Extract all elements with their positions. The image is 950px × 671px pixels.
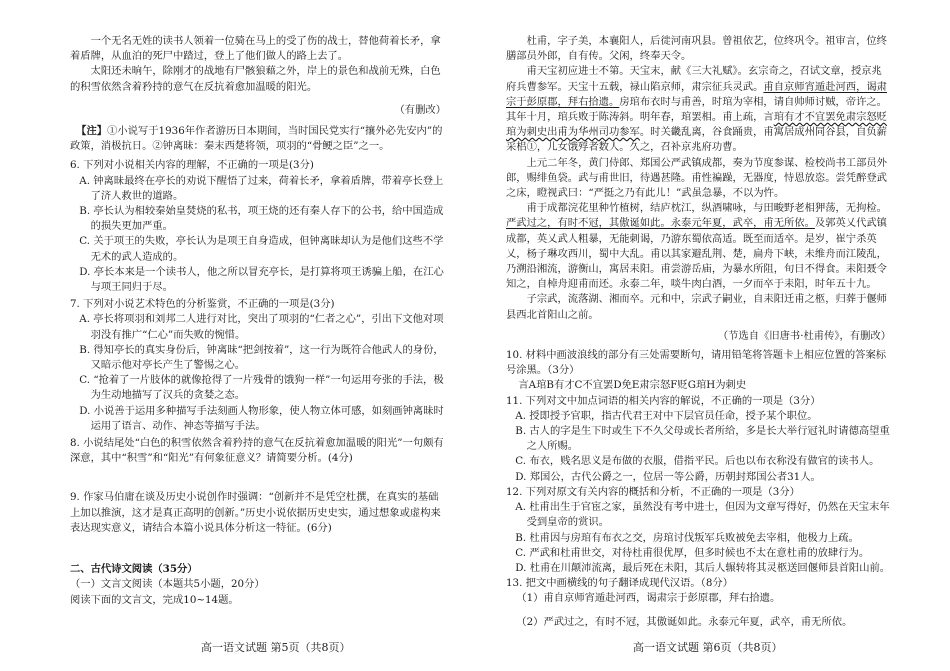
classical-paragraph: 杜甫，字子美，本襄阳人，后徙河南巩县。曾祖依艺，位终巩令。祖审言，位终膳部员外郎，自有传。父闲，终奉天令。	[506, 35, 887, 63]
question-9-stem: 9. 作家马伯庸在谈及历史小说创作时强调：“创新并不是凭空杜撰，在真实的基础上加以推演，这才是真正高明的创新。”历史小说依据历史史实，通过想象或虚构来表达现实意义，请结合本篇小说具体分析这一特征。(6分)	[70, 491, 441, 534]
classical-paragraph	[506, 64, 891, 155]
subsection-title: （一）文言文阅读（本题共5小题，20分）	[70, 578, 265, 591]
passage-text: 及郭英乂代武镇成都，英乂武人粗暴，无能刺谒，乃游东蜀依高适。既至而适卒。是岁，崔宁杀英乂，杨子琳攻西川，蜀中大乱。甫以其家避乱荆、楚，扁舟下峡，未维舟而江陵乱，乃溯沿湘流，游衡山，寓居耒阳。甫尝游岳庙，为暴水所阻，旬日不得食。耒阳聂令知之，自棹舟迎甫而还。永泰二年，啖牛肉白酒，一夕而卒于耒阳，时年五十九。	[506, 217, 887, 291]
question-12-option-a[interactable]: A. 杜甫出生于官宦之家，虽然没有考中进士，但因为文章写得好，仍然在天宝末年受到皇帝的赏识。	[515, 501, 890, 529]
passage-paragraph: 太阳还未晌午，除刚才的战地有尸骸狼藉之外，岸上的景色和战前无殊，白色的积雪依然含着矜持的意气在反抗着愈加温暖的阳光。	[70, 65, 441, 93]
classical-paragraph	[506, 201, 891, 292]
passage-paragraph: 一个无名无姓的读书人领着一位骑在马上的受了伤的战士，替他荷着长矛，拿着盾牌，从血泊的死尸中踏过，登上了他们做人的路上去了。	[70, 35, 441, 63]
question-7-option-d[interactable]: D. 小说善于运用多种描写手法刻画人物形象，使人物立体可感，如刻画钟离昧时运用了语言、动作、神态等描写手法。	[79, 404, 444, 432]
underlined-sentence-1: 甫自京师宵遁赴河西，谒肃宗于彭原郡，拜右拾遗。	[506, 80, 887, 108]
question-6-stem: 6. 下列对小说相关内容的理解，不正确的一项是(3分)	[70, 159, 314, 172]
question-6-option-d[interactable]: D. 亭长本来是一个读书人，他之所以冒充亭长，是打算将项王诱骗上船，在江心与项王同归于尽。	[79, 265, 444, 294]
underlined-sentence-2: 严武过之，有时不冠，其傲诞如此。永泰元年夏，武卒，甫无所依。	[506, 217, 815, 230]
question-7-stem: 7. 下列对小说艺术特色的分析鉴赏，不正确的一项是(3分)	[70, 298, 335, 311]
question-7-option-a[interactable]: A. 亭长将项羽和刘邦二人进行对比，突出了项羽的“仁者之心”，引出下文他对项羽没有推广“仁心”而失败的惋惜。	[79, 313, 444, 341]
page-6	[506, 0, 891, 630]
passage-text: 房琯布衣时与甫善，时琯为宰相，请自帅师讨贼，帝许之。其年十月，琯兵败于陈涛斜。明年春，琯罢相。甫上疏，言	[506, 95, 887, 124]
question-6-option-b[interactable]: B. 亭长认为相较秦始皇焚烧的私书，项王烧的还有秦人存下的公书，给中国造成的损失更加严重。	[79, 205, 444, 233]
question-7-option-b[interactable]: B. 得知亭长的真实身份后，钟离昧“把剑按着”，这一行为既符合他武人的身份，又暗示他对亭长产生了警惕之心。	[79, 343, 444, 372]
annotation	[70, 124, 446, 154]
question-7-option-c[interactable]: C. “抢着了一片肢体的就像抢得了一片残骨的饿狗一样”一句运用夸张的手法，极为生动地描写了汉兵的贪婪之态。	[79, 374, 444, 402]
question-11-stem: 11. 下列对文中加点词语的相关内容的解说，不正确的一项是（3分）	[506, 394, 821, 407]
page-footer: 高一语文试题 第5页（共8页）	[201, 641, 351, 654]
answer-space[interactable]	[70, 466, 446, 490]
question-12-stem: 12. 下列对原文有关内容的概括和分析，不正确的一项是（3分）	[506, 485, 800, 498]
wavy-underlined-passage: 琯有才不宜罢免肃宗怒贬琯为刺史出甫为华州司功参军	[506, 111, 887, 139]
answer-space[interactable]	[506, 607, 891, 615]
question-10-sentence[interactable]: 言A琯B有才C不宜罢D免E肃宗怒F贬G琯H为刺史	[518, 379, 747, 392]
section-title: 二、古代诗文阅读（35分）	[70, 563, 198, 576]
reading-instruction: 阅读下面的文言文，完成10~14题。	[70, 593, 239, 606]
question-12-option-d[interactable]: D. 杜甫在川颠沛流离，最后死在未阳，其后人辗转将其灵柩送回偃师县首阳山前。	[515, 561, 891, 574]
page-5	[70, 0, 446, 608]
question-11-option-c[interactable]: C. 布衣，贱名思义是布做的衣服，借指平民。后也以布衣称没有做官的读书人。	[515, 455, 880, 468]
question-6-option-a[interactable]: A. 钟离昧最终在亭长的劝说下醒悟了过来，荷着长矛，拿着盾牌，带着亭长登上了济人救世的道路。	[79, 174, 444, 202]
page-footer: 高一语文试题 第6页（共8页）	[633, 641, 783, 654]
answer-space[interactable]	[70, 536, 446, 562]
passage-source: （有删改）	[394, 103, 446, 116]
question-8-stem: 8. 小说结尾处“白色的积雪依然含着矜持的意气在反抗着愈加温暖的阳光”一句颇有深意，其中“积雪”和“阳光”有何象征意义？请简要分析。(4分)	[70, 437, 444, 465]
passage-source: （节选自《旧唐书·杜甫传》，有删改）	[717, 329, 891, 342]
question-11-option-d[interactable]: D. 郑国公，古代公爵之一，位居一等公爵，历朝封郑国公者31人。	[515, 470, 821, 483]
classical-paragraph: 子宗武，流落湖、湘而卒。元和中，宗武子嗣业，自耒阳迁甫之柩，归葬于偃师县西北首阳山之前。	[506, 293, 887, 321]
question-13-item-1: （1）甫自京师宵遁赴河西，谒肃宗于彭原郡，拜右拾遗。	[516, 592, 781, 605]
question-6-option-c[interactable]: C. 关于项王的失败，亭长认为是项王自身造成，但钟离昧却认为是他们这些不学无术的武人造成的。	[79, 235, 444, 263]
question-10-stem: 10. 材料中画波浪线的部分有三处需要断句，请用铅笔将答题卡上相应位置的答案标号涂黑。（3分）	[506, 349, 887, 377]
question-13-stem: 13. 把文中画横线的句子翻译成现代汉语。（8分）	[506, 577, 733, 590]
classical-paragraph: 上元二年冬，黄门侍郎、郑国公严武镇成都，奏为节度参谋、检校尚书工部员外郎，赐绯鱼袋。武与甫世旧，待遇甚隆。甫性褊躁，无器度，恃恩放恣。尝凭醉登武之床，瞪视武曰：“严挺之乃有此儿！”武虽急暴，不以为忤。	[506, 156, 887, 200]
question-12-option-b[interactable]: B. 杜甫因与房琯有布衣之交，房琯讨伐叛军兵败被免去宰相，他极力上疏。	[515, 531, 859, 544]
passage-text: 。时关畿乱离，谷食踊贵，甫寓居成州同谷县，自负薪采梠①，儿女饿殍者数人。久之，召补京兆府功曹。	[506, 126, 887, 154]
question-11-option-b[interactable]: B. 古人的字是生下时或生下不久父母或长者所给，多是长大举行冠礼时请德高望重之人所赐。	[515, 425, 890, 453]
question-11-option-a[interactable]: A. 授即授予官职，指古代君王对中下层官员任命，授予某个职位。	[515, 409, 818, 422]
passage-text: 甫于成都浣花里种竹植树，结庐枕江，纵酒啸咏，与田畯野老相狎荡，无拘检。	[526, 202, 887, 215]
annotation-text: ①小说写于1936年作者游历日本期间，当时国民党实行“攘外必先安内”的政策，消极抗日。②钟离昧：秦末西楚将领，项羽的“骨鲠之臣”之一。	[70, 125, 443, 153]
annotation-label: 【注】	[76, 125, 108, 138]
question-12-option-c[interactable]: C. 严武和杜甫世交，对待杜甫很优厚，但多时候也不太在意杜甫的放肆行为。	[515, 546, 870, 559]
question-13-item-2: （2）严武过之，有时不冠，其傲诞如此。永泰元年夏，武卒，甫无所依。	[516, 615, 853, 628]
passage-text: 甫天宝初应进士不第。天宝末，献《三大礼赋》。玄宗奇之，召试文章，授京兆府兵曹参军。天宝十五载，禄山陷京师，肃宗征兵灵武。	[506, 65, 882, 93]
